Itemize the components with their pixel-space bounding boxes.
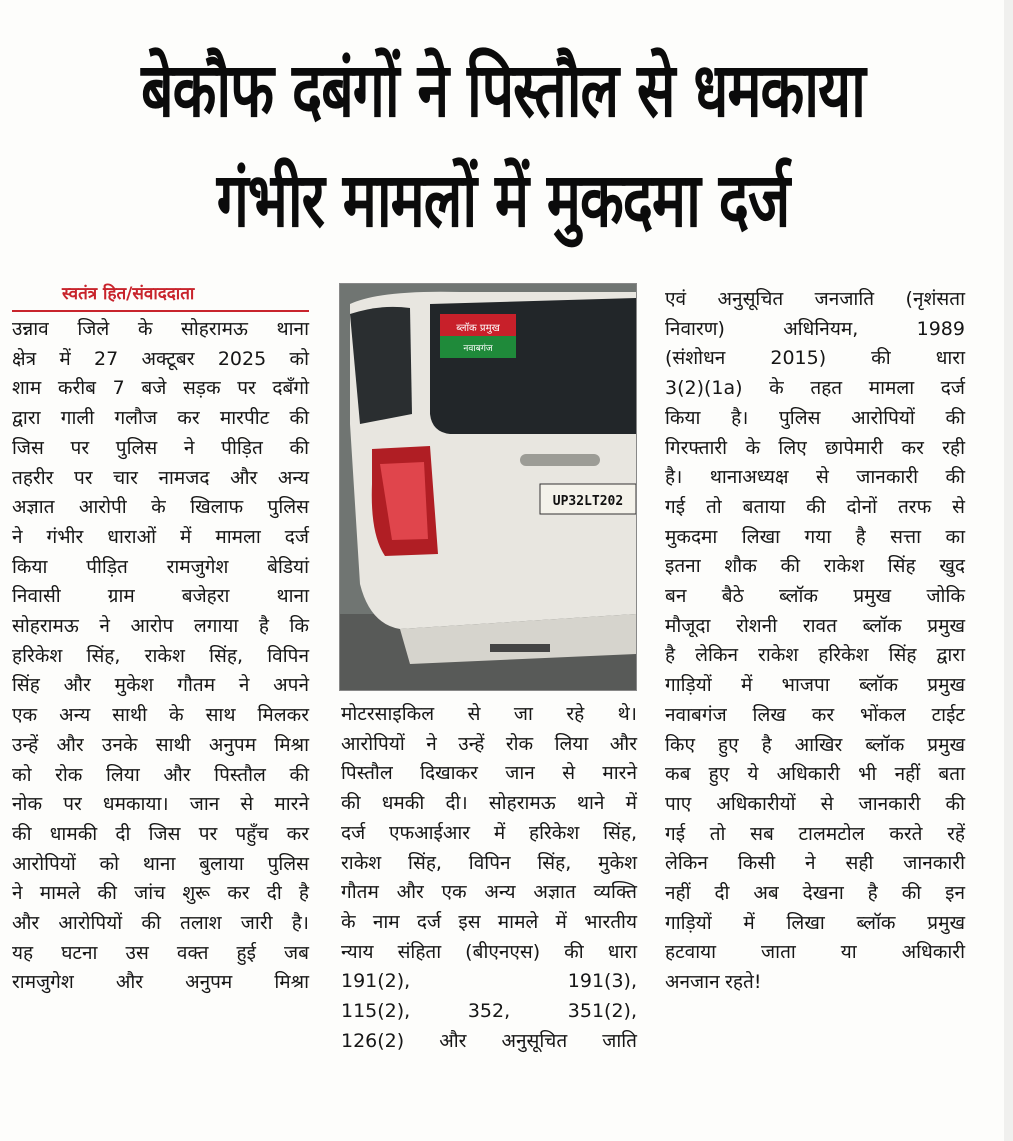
column-line: एक अन्य साथी के साथ मिलकर [12, 704, 309, 727]
column-line: 191(2), 191(3), [341, 970, 637, 993]
column-line: द्वारा गाली गलौज कर मारपीट की [12, 407, 309, 430]
column-line: हरिकेश सिंह, राकेश सिंह, विपिन [12, 644, 309, 667]
column-line: शाम करीब 7 बजे सड़क पर दबँगो [12, 377, 309, 400]
vehicle-sign-line-1: ब्लॉक प्रमुख [456, 323, 500, 334]
column-line: गाड़ियों में लिखा ब्लॉक प्रमुख [665, 911, 965, 934]
column-line: है लेकिन राकेश हरिकेश सिंह द्वारा [665, 644, 965, 667]
column-line: है। थानाअध्यक्ष से जानकारी की [665, 466, 965, 489]
column-line: नवाबगंज लिख कर भोंकल टाईट [665, 703, 965, 726]
column-line: लेकिन किसी ने सही जानकारी [665, 852, 965, 875]
column-line: दर्ज एफआईआर में हरिकेश सिंह, [341, 821, 637, 844]
column-line: मौजूदा रोशनी रावत ब्लॉक प्रमुख [665, 614, 965, 637]
column-line: ने गंभीर धाराओं में मामला दर्ज [12, 525, 309, 548]
column-line: यह घटना उस वक्त हुई जब [12, 941, 309, 964]
column-line: न्याय संहिता (बीएनएस) की धारा [341, 940, 637, 963]
column-line: राकेश सिंह, विपिन सिंह, मुकेश [341, 851, 637, 874]
column-line: गौतम और एक अन्य अज्ञात व्यक्ति [341, 881, 637, 904]
column-line: नोक पर धमकाया। जान से मारने [12, 793, 309, 816]
column-line: (संशोधन 2015) की धारा [665, 347, 965, 370]
column-line: मुकदमा लिखा गया है सत्ता का [665, 525, 965, 548]
article-column-3 [665, 285, 965, 998]
column-line: गई तो बताया की दोनों तरफ से [665, 495, 965, 518]
column-line: क्षेत्र में 27 अक्टूबर 2025 को [12, 347, 309, 370]
column-line: मोटरसाइकिल से जा रहे थे। [341, 703, 637, 725]
column-line: किए हुए है आखिर ब्लॉक प्रमुख [665, 733, 965, 756]
headline-line-1: बेकौफ दबंगों ने पिस्तौल से धमकाया [141, 47, 865, 135]
cropped-top-text [330, 0, 630, 6]
page-edge [1004, 0, 1013, 1141]
column-line: निवारण) अधिनियम, 1989 [665, 317, 965, 340]
column-line: किया पीड़ित रामजुगेश बेडियां [12, 555, 309, 578]
column-line: कब हुए ये अधिकारी भी नहीं बता [665, 763, 965, 786]
article-column-1 [12, 315, 309, 998]
column-line: गई तो सब टालमटोल करते रहें [665, 822, 965, 845]
column-line: इतना शौक की राकेश सिंह खुद [665, 555, 965, 578]
column-line: की धामकी दी जिस पर पहुँच कर [12, 822, 309, 845]
column-line: और आरोपियों की तलाश जारी है। [12, 912, 309, 935]
column-line: अनजान रहते! [665, 971, 762, 994]
column-line: की धमकी दी। सोहरामऊ थाने में [341, 792, 637, 815]
article-column-2 [341, 700, 637, 1056]
column-line: किया है। पुलिस आरोपियों की [665, 406, 965, 429]
byline: स्वतंत्र हित/संवाददाता [62, 284, 195, 304]
column-line: आरोपियों को थाना बुलाया पुलिस [12, 852, 309, 875]
column-line: सिंह और मुकेश गौतम ने अपने [12, 674, 309, 697]
column-line: रामजुगेश और अनुपम मिश्रा [12, 971, 309, 994]
column-line: अज्ञात आरोपी के खिलाफ पुलिस [12, 496, 309, 519]
headline-line-2: गंभीर मामलों में मुकदमा दर्ज [216, 157, 790, 245]
column-line: एवं अनुसूचित जनजाति (नृशंसता [665, 288, 965, 310]
column-line: आरोपियों ने उन्हें रोक लिया और [341, 732, 637, 755]
column-line: बन बैठे ब्लॉक प्रमुख जोकि [665, 585, 965, 608]
column-line: तहरीर पर चार नामजद और अन्य [12, 466, 309, 489]
column-line: उन्हें और उनके साथी अनुपम मिश्रा [12, 733, 309, 756]
column-line: पाए अधिकारीयों से जानकारी की [665, 792, 965, 815]
column-line: जिस पर पुलिस ने पीड़ित की [12, 436, 309, 459]
news-photo-vehicle [339, 283, 637, 691]
column-line: निवासी ग्राम बजेहरा थाना [12, 585, 309, 608]
vehicle-sign-line-2: नवाबगंज [463, 344, 493, 354]
chrome-garnish [520, 454, 600, 466]
column-line: हटवाया जाता या अधिकारी [665, 941, 965, 964]
byline-underline [12, 310, 309, 312]
column-line: गाड़ियों में भाजपा ब्लॉक प्रमुख [665, 674, 965, 697]
column-line: 115(2), 352, 351(2), [341, 1000, 637, 1023]
column-line: सोहरामऊ ने आरोप लगाया है कि [12, 615, 309, 638]
bumper-detail [490, 644, 550, 652]
column-line: के नाम दर्ज इस मामले में भारतीय [341, 910, 637, 933]
column-line: उन्नाव जिले के सोहरामऊ थाना [12, 318, 309, 340]
column-line: 3(2)(1a) के तहत मामला दर्ज [665, 377, 965, 400]
column-line: को रोक लिया और पिस्तौल की [12, 763, 309, 786]
side-window [350, 307, 412, 424]
column-line: नहीं दी अब देखना है की इन [665, 882, 965, 905]
number-plate-text: UP32LT202 [552, 494, 624, 509]
column-line: ने मामले की जांच शुरू कर दी है [12, 882, 309, 905]
column-line: गिरफ्तारी के लिए छापेमारी कर रही [665, 436, 965, 459]
column-line: पिस्तौल दिखाकर जान से मारने [341, 762, 637, 785]
column-line: 126(2) और अनुसूचित जाति [341, 1029, 637, 1052]
